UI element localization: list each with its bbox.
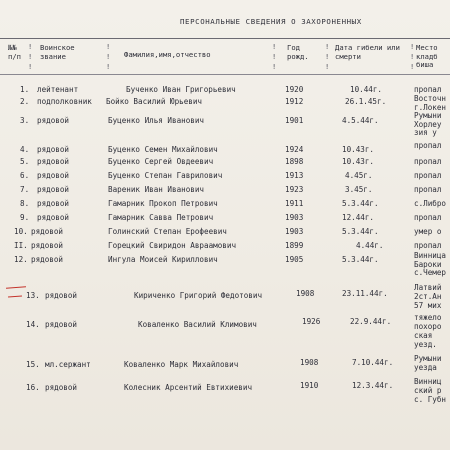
column-separator: ! [325, 43, 330, 51]
row-2-place: Восточн г.Локен [414, 95, 447, 112]
row-10-death: 5.3.44г. [342, 227, 379, 236]
row-13-num: 13. [26, 291, 40, 300]
row-7-death: 3.45г. [345, 185, 373, 194]
row-9-death: 12.44г. [342, 213, 375, 222]
row-14-place: тяжело похоро ская уезд. [414, 313, 442, 349]
row-2-death: 26.1.45г. [345, 97, 387, 106]
row-9-place: пропал [414, 213, 442, 222]
column-separator: ! [106, 53, 111, 61]
row-15-death: 7.10.44г. [352, 358, 394, 367]
row-2-rank: подполковник [37, 97, 92, 106]
row-1-year: 1920 [285, 85, 304, 94]
row-9-rank: рядовой [37, 213, 70, 222]
row-15-year: 1908 [300, 358, 319, 367]
row-12-year: 1905 [285, 255, 304, 264]
row-13-year: 1908 [296, 289, 315, 298]
column-separator: ! [272, 53, 277, 61]
header-rank: Воинское звание [40, 43, 75, 61]
row-3-num: 3. [20, 116, 30, 125]
column-separator: ! [410, 53, 415, 61]
row-15-place: Румыни уезда [414, 354, 442, 372]
column-separator: ! [28, 63, 33, 71]
row-6-year: 1913 [285, 171, 304, 180]
row-11-death: 4.44г. [356, 241, 384, 250]
red-ink-mark [8, 296, 22, 298]
row-16-rank: рядовой [45, 383, 78, 392]
row-6-place: пропал [414, 171, 442, 180]
row-16-death: 12.3.44г. [352, 381, 394, 390]
column-separator: ! [28, 43, 33, 51]
row-16-num: 16. [26, 383, 40, 392]
row-15-rank: мл.сержант [45, 360, 91, 369]
row-1-place: пропал [414, 85, 442, 94]
row-3-year: 1901 [285, 116, 304, 125]
row-11-place: пропал [414, 241, 442, 250]
row-12-place: Винница Бароки с.Чемер [414, 252, 447, 277]
row-1-rank: лейтенант [37, 85, 79, 94]
row-5-death: 10.43г. [342, 157, 375, 166]
row-8-rank: рядовой [37, 199, 70, 208]
row-2-year: 1912 [285, 97, 304, 106]
row-4-place: пропал [414, 141, 442, 150]
row-6-rank: рядовой [37, 171, 70, 180]
row-10-rank: рядовой [31, 227, 64, 236]
column-separator: ! [28, 53, 33, 61]
row-4-death: 10.43г. [342, 145, 375, 154]
row-8-year: 1911 [285, 199, 304, 208]
row-8-name: Гамарник Прокоп Петрович [108, 199, 218, 208]
header-num: №№ п/п [8, 43, 21, 61]
row-7-num: 7. [20, 185, 30, 194]
header-name: Фамилия,имя,отчество [124, 50, 211, 59]
row-10-name: Голинский Степан Ерофеевич [108, 227, 227, 236]
row-7-place: пропал [414, 185, 442, 194]
row-10-num: 10. [14, 227, 28, 236]
header-burial-place: Место кладб биша [416, 44, 438, 69]
row-14-rank: рядовой [45, 320, 78, 329]
header-top-rule [0, 38, 450, 39]
row-10-year: 1903 [285, 227, 304, 236]
header-bottom-rule [0, 74, 450, 75]
row-4-name: Буценко Семен Михайлович [108, 145, 218, 154]
row-5-place: пропал [414, 157, 442, 166]
row-7-name: Вареник Иван Иванович [108, 185, 205, 194]
column-separator: ! [325, 63, 330, 71]
row-12-num: 12. [14, 255, 28, 264]
row-8-place: с.Либро [414, 199, 447, 208]
column-separator: ! [272, 43, 277, 51]
row-11-year: 1899 [285, 241, 304, 250]
row-6-death: 4.45г. [345, 171, 373, 180]
column-separator: ! [106, 63, 111, 71]
row-8-num: 8. [20, 199, 30, 208]
row-13-rank: рядовой [45, 291, 78, 300]
row-8-death: 5.3.44г. [342, 199, 379, 208]
row-5-rank: рядовой [37, 157, 70, 166]
row-1-death: 10.44г. [350, 85, 383, 94]
row-6-num: 6. [20, 171, 30, 180]
row-2-num: 2. [20, 97, 30, 106]
row-11-rank: рядовой [31, 241, 64, 250]
row-13-name: Кириченко Григорий Федотович [134, 291, 263, 300]
row-5-year: 1898 [285, 157, 304, 166]
row-15-num: 15. [26, 360, 40, 369]
row-7-rank: рядовой [37, 185, 70, 194]
header-year: Год рожд. [287, 43, 309, 61]
row-14-year: 1926 [302, 317, 321, 326]
column-separator: ! [410, 43, 415, 51]
column-separator: ! [106, 43, 111, 51]
row-16-name: Колесник Арсентий Евтихиевич [124, 383, 253, 392]
row-4-num: 4. [20, 145, 30, 154]
row-13-death: 23.11.44г. [342, 289, 388, 298]
row-4-year: 1924 [285, 145, 304, 154]
row-2-name: Бойко Василий Юрьевич [106, 97, 203, 106]
row-13-place: Латвий 2ст.Ан 57 мих [414, 283, 442, 310]
row-9-name: Гамарник Савва Петрович [108, 213, 214, 222]
row-14-num: 14. [26, 320, 40, 329]
column-separator: ! [272, 63, 277, 71]
header-death-date: Дата гибели или смерти [335, 43, 400, 61]
row-11-num: II. [14, 241, 28, 250]
row-16-year: 1910 [300, 381, 319, 390]
row-1-num: 1. [20, 85, 30, 94]
row-11-name: Горецкий Свиридон Авраамович [108, 241, 237, 250]
red-ink-mark [6, 286, 26, 288]
column-separator: ! [410, 63, 415, 71]
row-12-death: 5.3.44г. [342, 255, 379, 264]
row-15-name: Коваленко Марк Михайлович [124, 360, 239, 369]
row-10-place: умер о [414, 227, 442, 236]
row-14-death: 22.9.44г. [350, 317, 392, 326]
row-3-place: Румыни Хорлеу зия у [414, 112, 442, 137]
row-1-name: Бученко Иван Григорьевич [126, 85, 236, 94]
row-3-rank: рядовой [37, 116, 70, 125]
row-3-name: Буценко Илья Иванович [108, 116, 205, 125]
column-separator: ! [325, 53, 330, 61]
row-9-year: 1903 [285, 213, 304, 222]
row-4-rank: рядовой [37, 145, 70, 154]
row-7-year: 1923 [285, 185, 304, 194]
row-5-name: Буценко Сергей Овдеевич [108, 157, 214, 166]
row-14-name: Коваленко Василий Климович [138, 320, 257, 329]
row-6-name: Буценко Степан Гаврилович [108, 171, 223, 180]
row-16-place: Винниц ский р с. Губн [414, 377, 447, 404]
row-12-rank: рядовой [31, 255, 64, 264]
row-3-death: 4.5.44г. [342, 116, 379, 125]
document-title: ПЕРСОНАЛЬНЫЕ СВЕДЕНИЯ О ЗАХОРОНЕННЫХ [180, 17, 362, 26]
row-12-name: Ингула Моисей Кириллович [108, 255, 218, 264]
row-9-num: 9. [20, 213, 30, 222]
row-5-num: 5. [20, 157, 30, 166]
